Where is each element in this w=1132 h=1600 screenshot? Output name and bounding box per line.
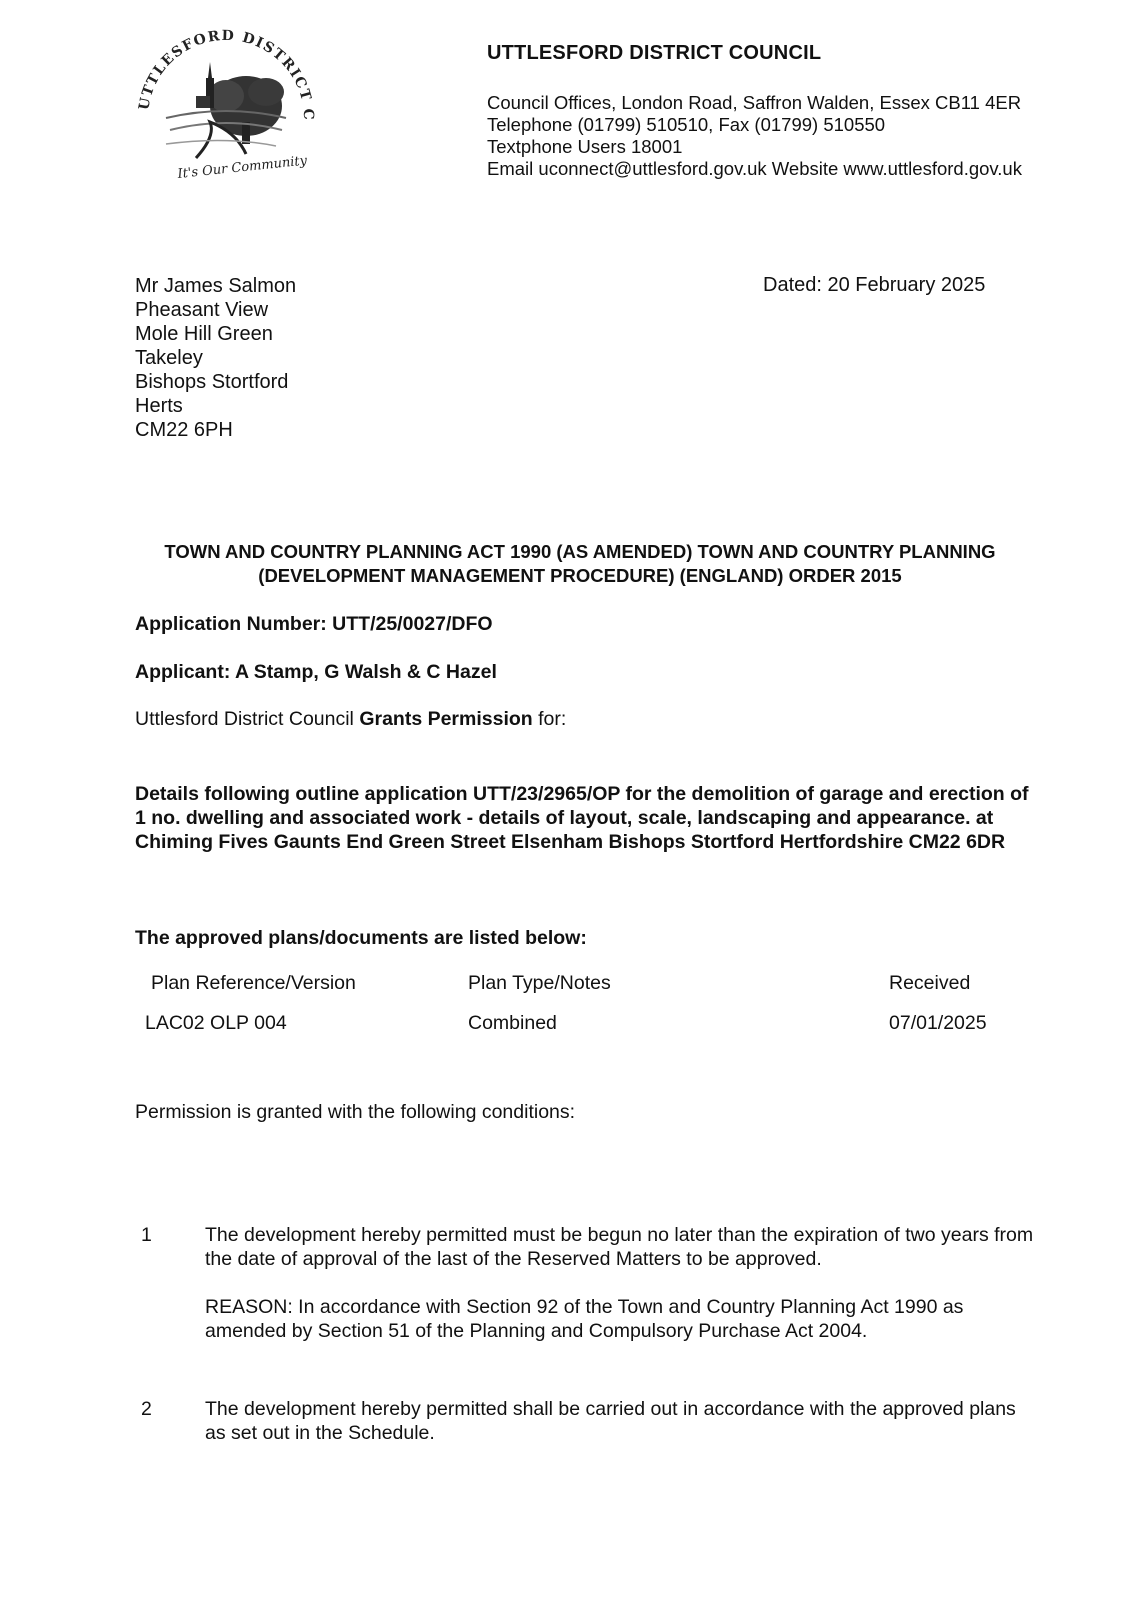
council-logo-graphic	[126, 18, 318, 190]
recipient-address-line: Mole Hill Green	[135, 323, 273, 345]
condition-body	[205, 1223, 1035, 1343]
recipient-name: Mr James Salmon	[135, 275, 297, 297]
condition-body	[205, 1397, 1035, 1445]
act-title: TOWN AND COUNTRY PLANNING ACT 1990 (AS AMENDED) TOWN AND COUNTRY PLANNING (DEVELOPMENT MANAGEMENT PROCEDURE) (ENGLAND) ORDER 2015	[164, 541, 996, 586]
recipient-address-line: Bishops Stortford	[135, 371, 289, 393]
council-logo	[126, 18, 318, 190]
plans-header-ref: Plan Reference/Version	[151, 972, 356, 994]
condition-reason: REASON: In accordance with Section 92 of the Town and Country Planning Act 1990 as amended by Section 51 of the Planning and Compulsory Purchase Act 2004.	[205, 1296, 964, 1342]
council-address: Council Offices, London Road, Saffron Walden, Essex CB11 4ER	[487, 92, 1022, 113]
logo-tagline: It's Our Community	[176, 153, 308, 182]
recipient-address-line: Pheasant View	[135, 299, 269, 321]
application-number: Application Number: UTT/25/0027/DFO	[135, 613, 493, 635]
permission-intro: Permission is granted with the following conditions:	[135, 1101, 576, 1123]
council-contact-block	[487, 92, 1022, 180]
recipient-address-line: Herts	[135, 395, 183, 417]
plans-header-received: Received	[889, 972, 971, 994]
council-email-website: Email uconnect@uttlesford.gov.uk Website www.uttlesford.gov.uk	[487, 158, 1022, 179]
grants-prefix: Uttlesford District Council	[135, 708, 360, 730]
condition-number: 2	[141, 1398, 152, 1420]
recipient-address-line: Takeley	[135, 347, 203, 369]
recipient-postcode: CM22 6PH	[135, 419, 233, 441]
grants-permission: Grants Permission	[359, 708, 533, 730]
condition-number: 1	[141, 1224, 152, 1246]
council-phone: Telephone (01799) 510510, Fax (01799) 510550	[487, 114, 886, 135]
plan-row-ref: LAC02 OLP 004	[145, 1012, 287, 1034]
logo-ring-text: UTTLESFORD DISTRICT C	[136, 27, 317, 122]
letter-date: Dated: 20 February 2025	[763, 274, 986, 296]
grants-suffix: for:	[532, 708, 567, 730]
council-name: UTTLESFORD DISTRICT COUNCIL	[487, 42, 822, 64]
plan-row-type: Combined	[468, 1012, 557, 1034]
council-textphone: Textphone Users 18001	[487, 136, 683, 157]
development-details: Details following outline application UTT/23/2965/OP for the demolition of garage and erection of 1 no. dwelling and associated work - details of layout, scale, landscaping and appearance. at Chiming Fives Gaunts End Green Street Elsenham Bishops Stortford Hertfordshire CM22 6DR	[135, 783, 1029, 853]
plans-header-type: Plan Type/Notes	[468, 972, 611, 994]
plans-heading: The approved plans/documents are listed below:	[135, 927, 587, 949]
recipient-address	[135, 274, 296, 442]
church-icon	[196, 62, 214, 108]
condition-text: The development hereby permitted must be begun no later than the expiration of two years from the date of approval of the last of the Reserved Matters to be approved.	[205, 1224, 1034, 1270]
applicant: Applicant: A Stamp, G Walsh & C Hazel	[135, 661, 497, 683]
tree-icon	[208, 76, 284, 144]
condition-text: The development hereby permitted shall be carried out in accordance with the approved plans as set out in the Schedule.	[205, 1398, 1016, 1444]
grants-statement	[135, 708, 566, 731]
plan-row-received: 07/01/2025	[889, 1012, 987, 1034]
